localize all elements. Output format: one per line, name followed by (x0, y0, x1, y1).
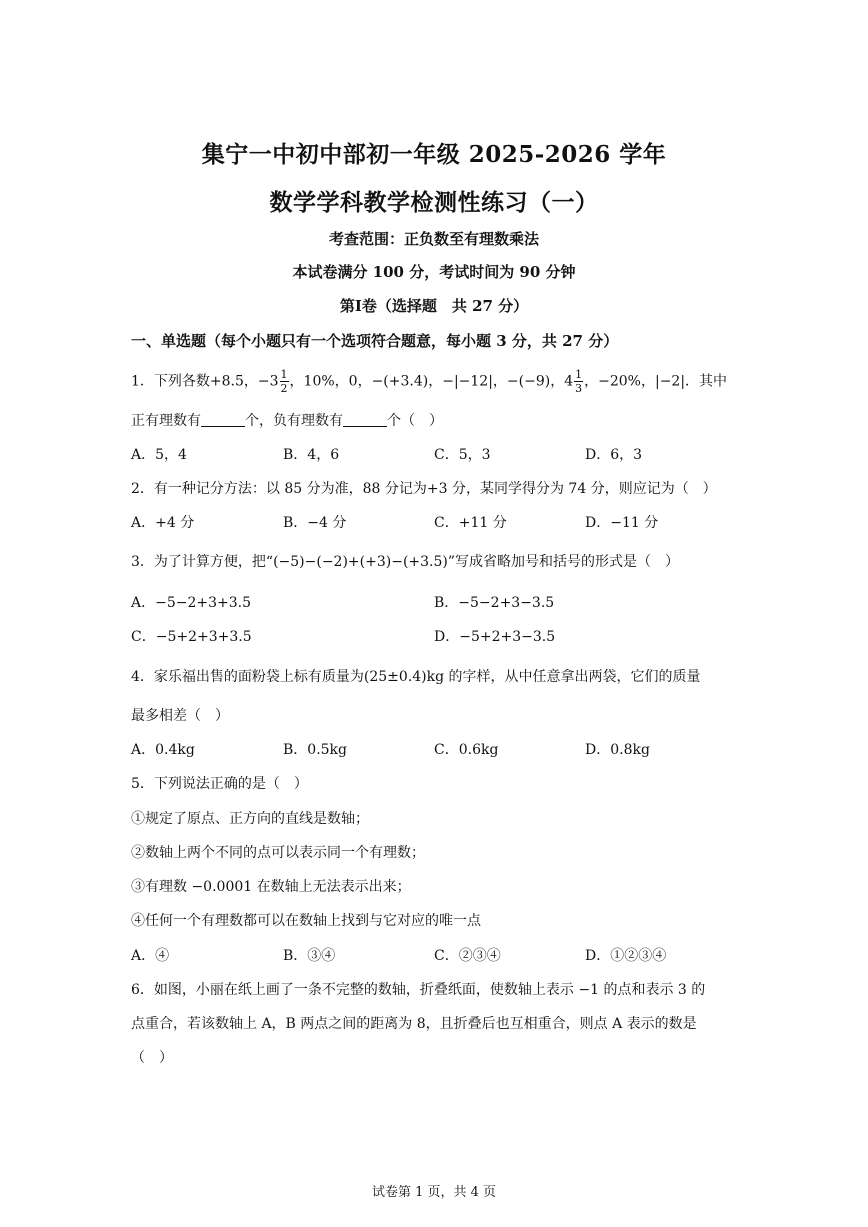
q2-option-c: C．+11 分 (434, 515, 507, 531)
q4-option-d: D．0.8kg (585, 742, 650, 758)
question-5-stem: 5．下列说法正确的是（ ） (131, 776, 308, 792)
q1-text-a: 1．下列各数+8.5，−3 (131, 373, 279, 390)
question-6-line3: （ ） (131, 1050, 173, 1066)
q5-statement-4: ④任何一个有理数都可以在数轴上找到与它对应的唯一点 (131, 913, 481, 929)
exam-scope: 考查范围：正负数至有理数乘法 (328, 230, 539, 248)
q4-option-b: B．0.5kg (283, 742, 347, 758)
q1-fraction-1: $\frac{1}{2}$ (280, 368, 288, 395)
q1-text-b: ，10%，0，−(+3.4)，−|−12|，−(−9)，4 (289, 373, 574, 390)
q5-option-a: A．④ (131, 948, 170, 964)
question-3-stem: 3．为了计算方便，把“(−5)−(−2)+(+3)−(+3.5)”写成省略加号和括号的形式是（ ） (131, 554, 680, 570)
q5-statement-2: ②数轴上两个不同的点可以表示同一个有理数； (131, 845, 425, 861)
question-6-stem: 6．如图，小丽在纸上画了一条不完整的数轴，折叠纸面，使数轴上表示 −1 的点和表示 3 的 (131, 982, 706, 998)
exam-title-line1: 集宁一中初中部初一年级 2025-2026 学年 (201, 141, 667, 168)
q5-option-d: D．①②③④ (585, 948, 667, 964)
q1-option-d: D．6，3 (585, 447, 643, 463)
q2-option-a: A．+4 分 (131, 515, 195, 531)
question-4-stem: 4．家乐福出售的面粉袋上标有质量为(25±0.4)kg 的字样，从中任意拿出两袋，它们的质量 (131, 669, 701, 685)
q2-option-d: D．−11 分 (585, 515, 659, 531)
q4-option-a: A．0.4kg (131, 742, 195, 758)
q1-option-c: C．5，3 (434, 447, 491, 463)
exam-title-line2: 数学学科教学检测性练习（一） (269, 189, 599, 216)
section-heading: 一、单选题（每个小题只有一个选项符合题意，每小题 3 分，共 27 分） (131, 332, 619, 350)
question-6-line2: 点重合，若该数轴上 A，B 两点之间的距离为 8，且折叠后也互相重合，则点 A 表示的数是 (131, 1016, 697, 1032)
question-1-line2: 正有理数有 个，负有理数有 个（ ） (131, 413, 443, 429)
q5-statement-3: ③有理数 −0.0001 在数轴上无法表示出来； (131, 879, 411, 895)
question-2-stem: 2．有一种记分方法：以 85 分为准，88 分记为+3 分，某同学得分为 74 分，则应记为（ ） (131, 481, 717, 497)
q1-option-a: A．5，4 (131, 447, 187, 463)
question-1-stem (131, 368, 727, 395)
answer-blank (343, 412, 387, 427)
page-footer: 试卷第 1 页，共 4 页 (371, 1185, 497, 1200)
q4-option-c: C．0.6kg (434, 742, 499, 758)
q3-option-a: A．−5−2+3+3.5 (131, 595, 252, 611)
q3-option-b: B．−5−2+3−3.5 (434, 595, 555, 611)
answer-blank (201, 412, 245, 427)
q1-option-b: B．4，6 (283, 447, 340, 463)
q3-option-d: D．−5+2+3−3.5 (434, 629, 556, 645)
q2-option-b: B．−4 分 (283, 515, 347, 531)
question-4-line2: 最多相差（ ） (131, 708, 229, 724)
q3-option-c: C．−5+2+3+3.5 (131, 629, 252, 645)
q5-option-b: B．③④ (283, 948, 336, 964)
q5-option-c: C．②③④ (434, 948, 501, 964)
q1-fraction-2: $\frac{1}{3}$ (575, 368, 583, 395)
exam-info: 本试卷满分 100 分，考试时间为 90 分钟 (292, 263, 576, 281)
volume-heading: 第Ⅰ卷（选择题 共 27 分） (339, 297, 529, 315)
q5-statement-1: ①规定了原点、正方向的直线是数轴； (131, 811, 369, 827)
q1-text-c: ，−20%，|−2|．其中 (584, 373, 728, 390)
